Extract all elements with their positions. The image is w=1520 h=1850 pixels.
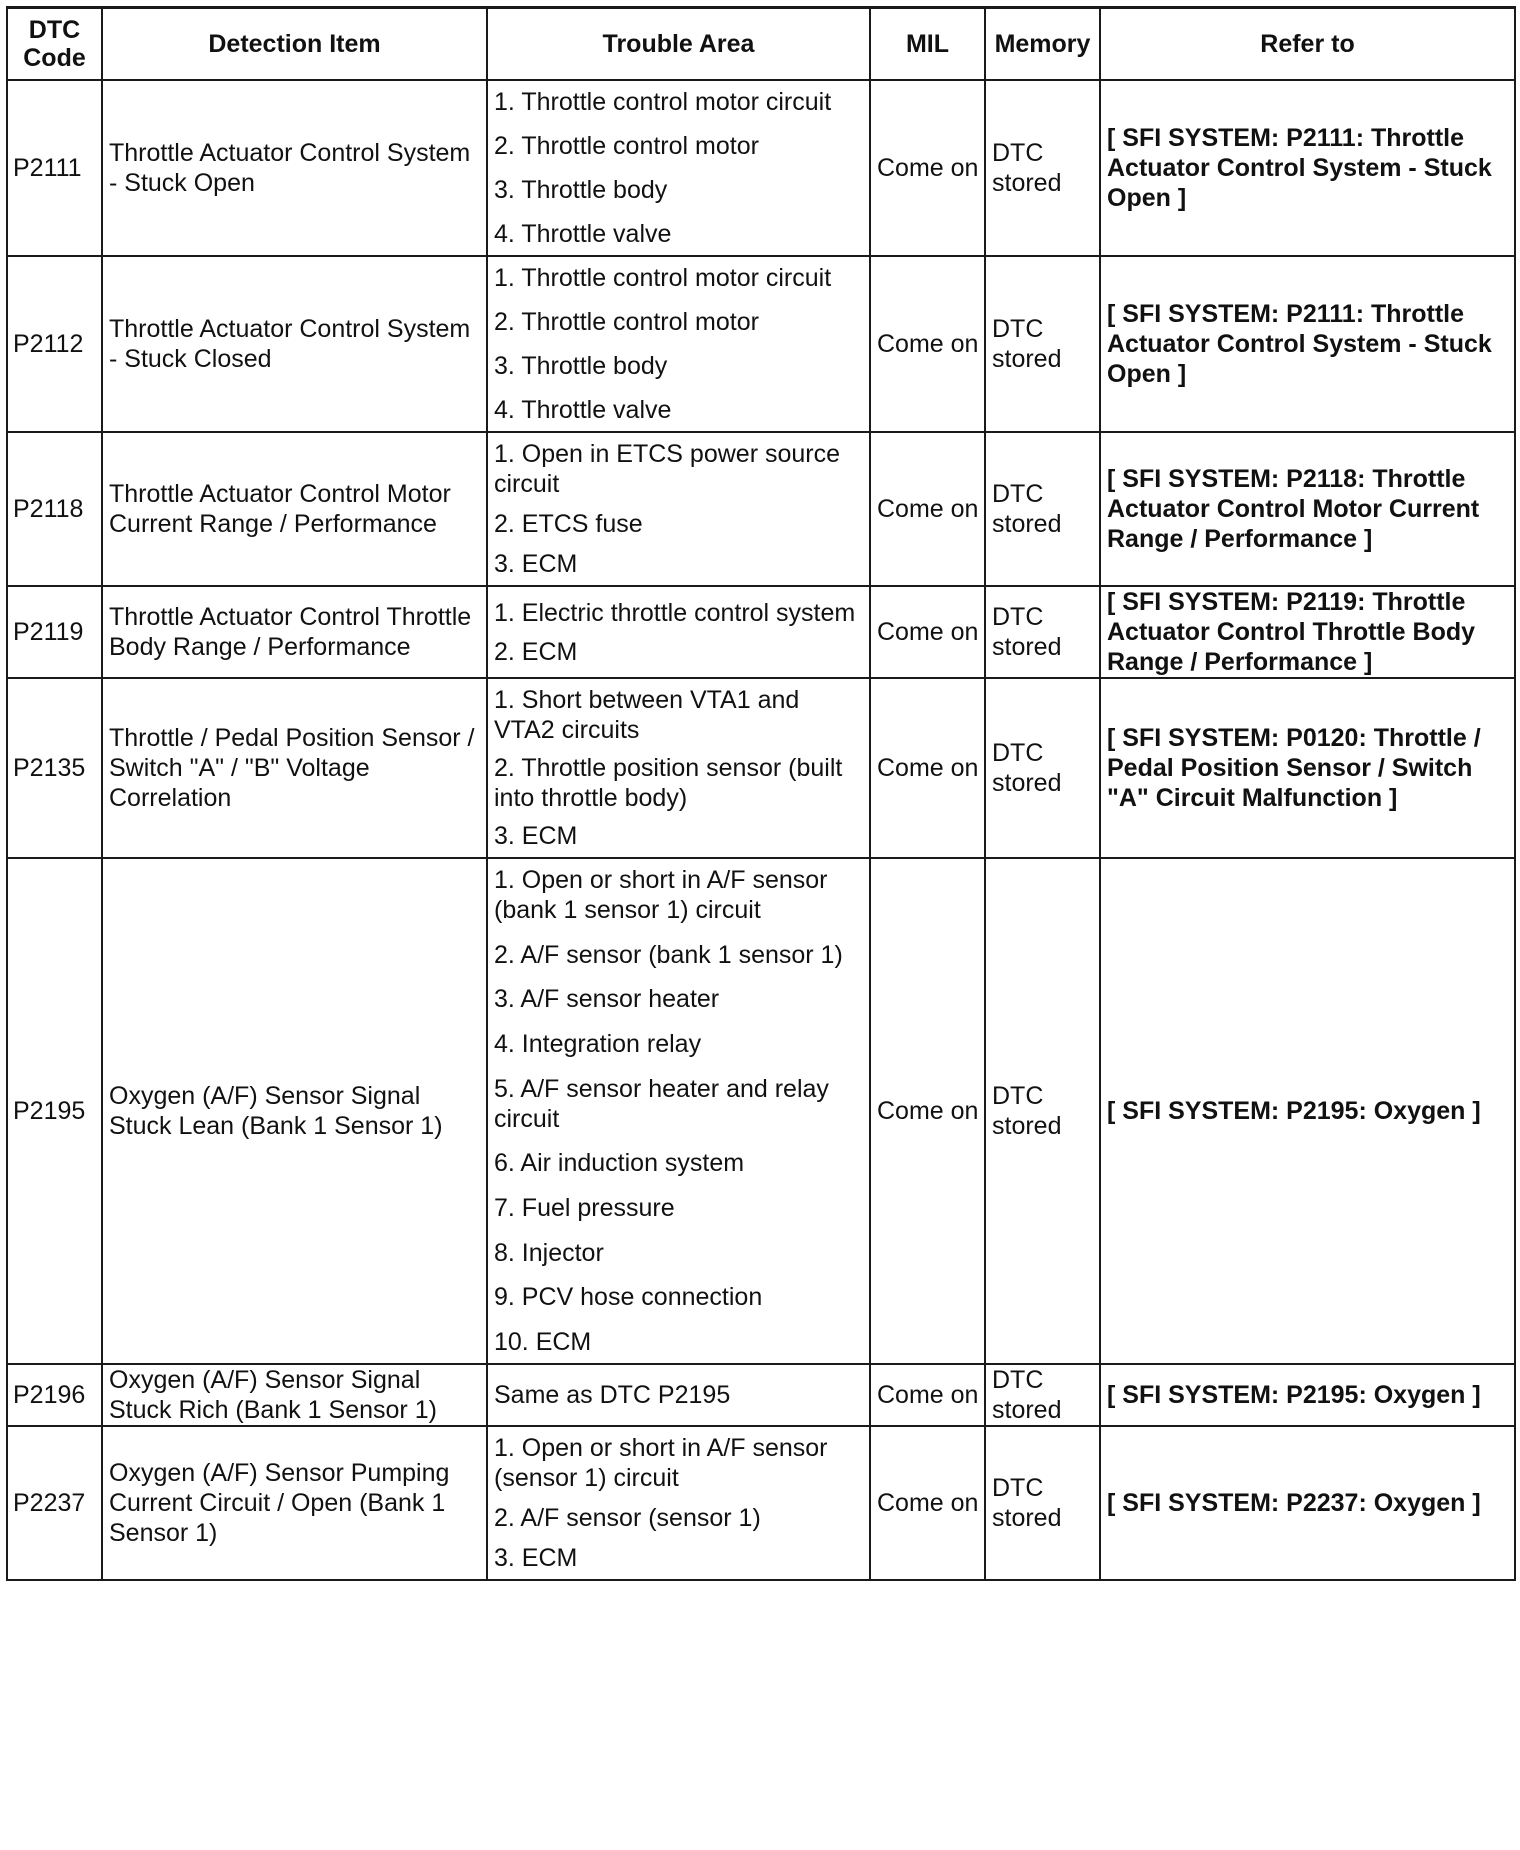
trouble-area-item: 3. ECM bbox=[494, 550, 578, 578]
table-header bbox=[7, 8, 1515, 81]
dtc-code-cell: P2135 bbox=[7, 678, 102, 858]
trouble-area-item: 4. Throttle valve bbox=[494, 220, 672, 248]
trouble-area-item: 2. A/F sensor (bank 1 sensor 1) bbox=[494, 940, 843, 969]
trouble-area-item: 3. Throttle body bbox=[494, 176, 668, 204]
dtc-code-cell: P2119 bbox=[7, 586, 102, 678]
detection-item-cell: Throttle / Pedal Position Sensor / Switch "A" / "B" Voltage Correlation bbox=[102, 678, 487, 858]
detection-item-cell: Throttle Actuator Control System - Stuck Closed bbox=[102, 256, 487, 432]
header-refer-to: Refer to bbox=[1100, 8, 1515, 81]
trouble-area-item: 3. ECM bbox=[494, 1544, 578, 1572]
table-row bbox=[7, 256, 1515, 432]
detection-item-cell: Throttle Actuator Control Throttle Body Range / Performance bbox=[102, 586, 487, 678]
refer-to-cell: [ SFI SYSTEM: P2111: Throttle Actuator Control System - Stuck Open ] bbox=[1100, 80, 1515, 256]
dtc-table bbox=[6, 6, 1516, 1581]
mil-cell: Come on bbox=[870, 858, 985, 1364]
table-row bbox=[7, 586, 1515, 678]
detection-item-cell: Oxygen (A/F) Sensor Pumping Current Circuit / Open (Bank 1 Sensor 1) bbox=[102, 1426, 487, 1580]
trouble-area-list bbox=[494, 681, 863, 855]
refer-to-cell: [ SFI SYSTEM: P2111: Throttle Actuator Control System - Stuck Open ] bbox=[1100, 256, 1515, 432]
trouble-area-item: 4. Throttle valve bbox=[494, 396, 672, 424]
trouble-area-item: 2. A/F sensor (sensor 1) bbox=[494, 1504, 761, 1532]
header-dtc-code: DTC Code bbox=[7, 8, 102, 81]
detection-item-cell: Throttle Actuator Control Motor Current Range / Performance bbox=[102, 432, 487, 586]
memory-cell: DTC stored bbox=[985, 1426, 1100, 1580]
refer-to-cell: [ SFI SYSTEM: P2118: Throttle Actuator Control Motor Current Range / Performance ] bbox=[1100, 432, 1515, 586]
memory-cell: DTC stored bbox=[985, 256, 1100, 432]
trouble-area-item: 1. Open in ETCS power source circuit bbox=[494, 440, 840, 498]
trouble-area-item: 3. A/F sensor heater bbox=[494, 985, 720, 1014]
refer-to-cell: [ SFI SYSTEM: P2195: Oxygen ] bbox=[1100, 858, 1515, 1364]
trouble-area-item: 7. Fuel pressure bbox=[494, 1193, 675, 1222]
header-mil: MIL bbox=[870, 8, 985, 81]
trouble-area-item: 1. Electric throttle control system bbox=[494, 598, 856, 627]
dtc-code-cell: P2237 bbox=[7, 1426, 102, 1580]
memory-cell: DTC stored bbox=[985, 678, 1100, 858]
trouble-area-item: 8. Injector bbox=[494, 1238, 604, 1267]
trouble-area-item: 4. Integration relay bbox=[494, 1029, 702, 1058]
memory-cell: DTC stored bbox=[985, 586, 1100, 678]
dtc-code-cell: P2195 bbox=[7, 858, 102, 1364]
trouble-area-item: 2. ETCS fuse bbox=[494, 510, 643, 538]
mil-cell: Come on bbox=[870, 432, 985, 586]
table-body bbox=[7, 80, 1515, 1580]
refer-to-cell: [ SFI SYSTEM: P0120: Throttle / Pedal Position Sensor / Switch "A" Circuit Malfunction ] bbox=[1100, 678, 1515, 858]
trouble-area-item: 2. ECM bbox=[494, 637, 578, 666]
dtc-code-cell: P2196 bbox=[7, 1364, 102, 1426]
trouble-area-cell bbox=[487, 1364, 870, 1426]
trouble-area-cell bbox=[487, 858, 870, 1364]
mil-cell: Come on bbox=[870, 586, 985, 678]
mil-cell: Come on bbox=[870, 1426, 985, 1580]
trouble-area-item: 6. Air induction system bbox=[494, 1149, 745, 1178]
trouble-area-item: 1. Short between VTA1 and VTA2 circuits bbox=[494, 686, 800, 744]
dtc-code-cell: P2111 bbox=[7, 80, 102, 256]
trouble-area-cell bbox=[487, 678, 870, 858]
table-row bbox=[7, 678, 1515, 858]
trouble-area-item: Same as DTC P2195 bbox=[494, 1381, 731, 1409]
mil-cell: Come on bbox=[870, 80, 985, 256]
trouble-area-item: 2. Throttle position sensor (built into throttle body) bbox=[494, 754, 843, 812]
trouble-area-list bbox=[494, 592, 863, 673]
memory-cell: DTC stored bbox=[985, 432, 1100, 586]
detection-item-cell: Throttle Actuator Control System - Stuck Open bbox=[102, 80, 487, 256]
trouble-area-item: 5. A/F sensor heater and relay circuit bbox=[494, 1074, 829, 1133]
trouble-area-item: 2. Throttle control motor bbox=[494, 308, 759, 336]
trouble-area-list bbox=[494, 259, 863, 429]
memory-cell: DTC stored bbox=[985, 858, 1100, 1364]
refer-to-cell: [ SFI SYSTEM: P2119: Throttle Actuator Control Throttle Body Range / Performance ] bbox=[1100, 586, 1515, 678]
trouble-area-list bbox=[494, 1367, 863, 1423]
mil-cell: Come on bbox=[870, 678, 985, 858]
trouble-area-item: 10. ECM bbox=[494, 1327, 592, 1356]
trouble-area-list bbox=[494, 861, 863, 1361]
header-detection-item: Detection Item bbox=[102, 8, 487, 81]
header-row bbox=[7, 8, 1515, 81]
trouble-area-cell bbox=[487, 1426, 870, 1580]
dtc-code-cell: P2112 bbox=[7, 256, 102, 432]
refer-to-cell: [ SFI SYSTEM: P2195: Oxygen ] bbox=[1100, 1364, 1515, 1426]
memory-cell: DTC stored bbox=[985, 80, 1100, 256]
trouble-area-item: 2. Throttle control motor bbox=[494, 132, 759, 160]
table-row bbox=[7, 1364, 1515, 1426]
header-trouble-area: Trouble Area bbox=[487, 8, 870, 81]
trouble-area-cell bbox=[487, 80, 870, 256]
refer-to-cell: [ SFI SYSTEM: P2237: Oxygen ] bbox=[1100, 1426, 1515, 1580]
trouble-area-list bbox=[494, 1429, 863, 1577]
trouble-area-item: 3. Throttle body bbox=[494, 352, 668, 380]
table-row bbox=[7, 432, 1515, 586]
trouble-area-item: 3. ECM bbox=[494, 822, 578, 850]
trouble-area-list bbox=[494, 435, 863, 583]
trouble-area-cell bbox=[487, 256, 870, 432]
trouble-area-cell bbox=[487, 432, 870, 586]
table-row bbox=[7, 1426, 1515, 1580]
trouble-area-list bbox=[494, 83, 863, 253]
trouble-area-item: 9. PCV hose connection bbox=[494, 1283, 763, 1312]
detection-item-cell: Oxygen (A/F) Sensor Signal Stuck Rich (Bank 1 Sensor 1) bbox=[102, 1364, 487, 1426]
detection-item-cell: Oxygen (A/F) Sensor Signal Stuck Lean (Bank 1 Sensor 1) bbox=[102, 858, 487, 1364]
trouble-area-item: 1. Open or short in A/F sensor (sensor 1) circuit bbox=[494, 1434, 828, 1492]
memory-cell: DTC stored bbox=[985, 1364, 1100, 1426]
trouble-area-item: 1. Throttle control motor circuit bbox=[494, 88, 832, 116]
table-row bbox=[7, 80, 1515, 256]
trouble-area-cell bbox=[487, 586, 870, 678]
header-memory: Memory bbox=[985, 8, 1100, 81]
trouble-area-item: 1. Throttle control motor circuit bbox=[494, 264, 832, 292]
mil-cell: Come on bbox=[870, 256, 985, 432]
trouble-area-item: 1. Open or short in A/F sensor (bank 1 sensor 1) circuit bbox=[494, 866, 828, 924]
dtc-code-cell: P2118 bbox=[7, 432, 102, 586]
mil-cell: Come on bbox=[870, 1364, 985, 1426]
table-row bbox=[7, 858, 1515, 1364]
